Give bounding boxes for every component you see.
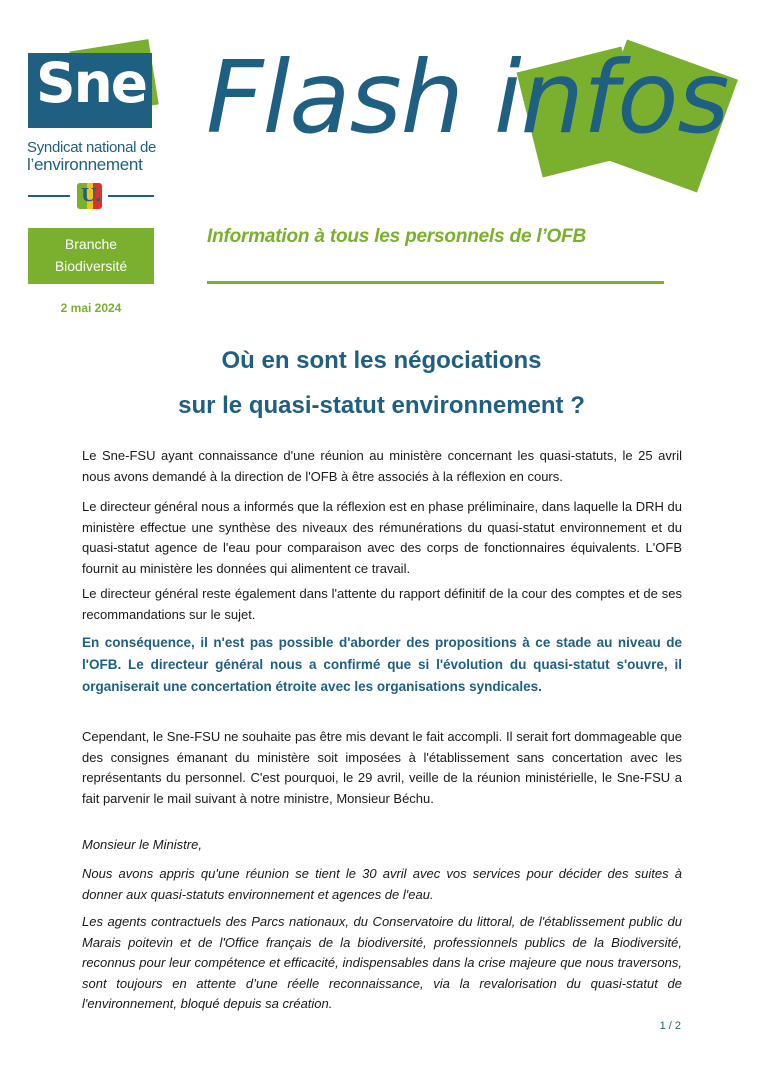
body-paragraph-3: Le directeur général reste également dans l'attente du rapport définitif de la cour des comptes et de ses recommandations sur le sujet. [82, 586, 682, 622]
logo-divider-left [28, 195, 70, 197]
logo-divider-right [108, 195, 154, 197]
branch-line1: Branche [64, 236, 118, 252]
body-paragraph-1: Le Sne-FSU ayant connaissance d'une réunion au ministère concernant les quasi-statuts, le 25 avril nous avons demandé à la direction de l'OFB à être associés à la réflexion en cours. [82, 448, 682, 484]
fsu-badge-letter: U. [81, 185, 102, 206]
logo-wordmark: Sne [36, 51, 147, 115]
logo-org-line2: l’environnement [27, 155, 143, 174]
branch-line2: Biodiversité [54, 258, 128, 274]
fsu-logo-icon [77, 183, 102, 209]
headline-line1: Où en sont les négociations [221, 347, 542, 374]
subtitle-rule [207, 281, 664, 284]
body-paragraph-2: Le directeur général nous a informés que la réflexion est en phase préliminaire, dans laquelle la DRH du ministère effectue une synthèse des niveaux des rémunérations du quasi-statut environnement et du quasi-statut agence de l'eau pour comparaison avec des corps de fonctionnaires équivalents. L'OFB fournit au ministère les données qui alimentent ce travail. [82, 499, 682, 576]
headline-line2: sur le quasi-statut environnement ? [178, 392, 585, 419]
letter-paragraph-1: Nous avons appris qu'une réunion se tient le 30 avril avec vos services pour décider des suites à donner aux quasi-statuts environnement et agences de l'eau. [82, 866, 682, 902]
page-number: 1 / 2 [659, 1020, 681, 1032]
page-subtitle: Information à tous les personnels de l’OFB [207, 226, 587, 247]
letter-paragraph-2: Les agents contractuels des Parcs nationaux, du Conservatoire du littoral, de l'établissement public du Marais poitevin et de l'Office français de la biodiversité, professionnels publics de la Biodiversité, reconnus pour leur compétence et efficacité, indispensables dans la crise majeure que nous traversons, sont toujours en attente d’une réelle reconnaissance, via la revalorisation du quasi-statut de l'environnement, bloqué depuis sa création. [82, 914, 682, 1011]
logo-org-line1: Syndicat national de [27, 139, 157, 156]
publication-date: 2 mai 2024 [60, 301, 122, 315]
highlighted-paragraph: En conséquence, il n'est pas possible d'aborder des propositions à ce stade au niveau de l'OFB. Le directeur général nous a confirmé que si l'évolution du quasi-statut s'ouvre, il organiserait une concertation étroite avec les organisations syndicales. [82, 635, 682, 694]
body-paragraph-5: Cependant, le Sne-FSU ne souhaite pas être mis devant le fait accompli. Il serait fort dommageable que des consignes émanant du ministère soit imposées à l'établissement sans concertation avec les représentants du personnel. C'est pourquoi, le 29 avril, veille de la réunion ministérielle, le Sne-FSU a fait parvenir le mail suivant à notre ministre, Monsieur Béchu. [82, 729, 682, 806]
page-title: Flash infos [206, 39, 729, 156]
headline [0, 338, 763, 428]
letter-salutation: Monsieur le Ministre, [82, 837, 202, 852]
branch-badge [28, 228, 154, 284]
